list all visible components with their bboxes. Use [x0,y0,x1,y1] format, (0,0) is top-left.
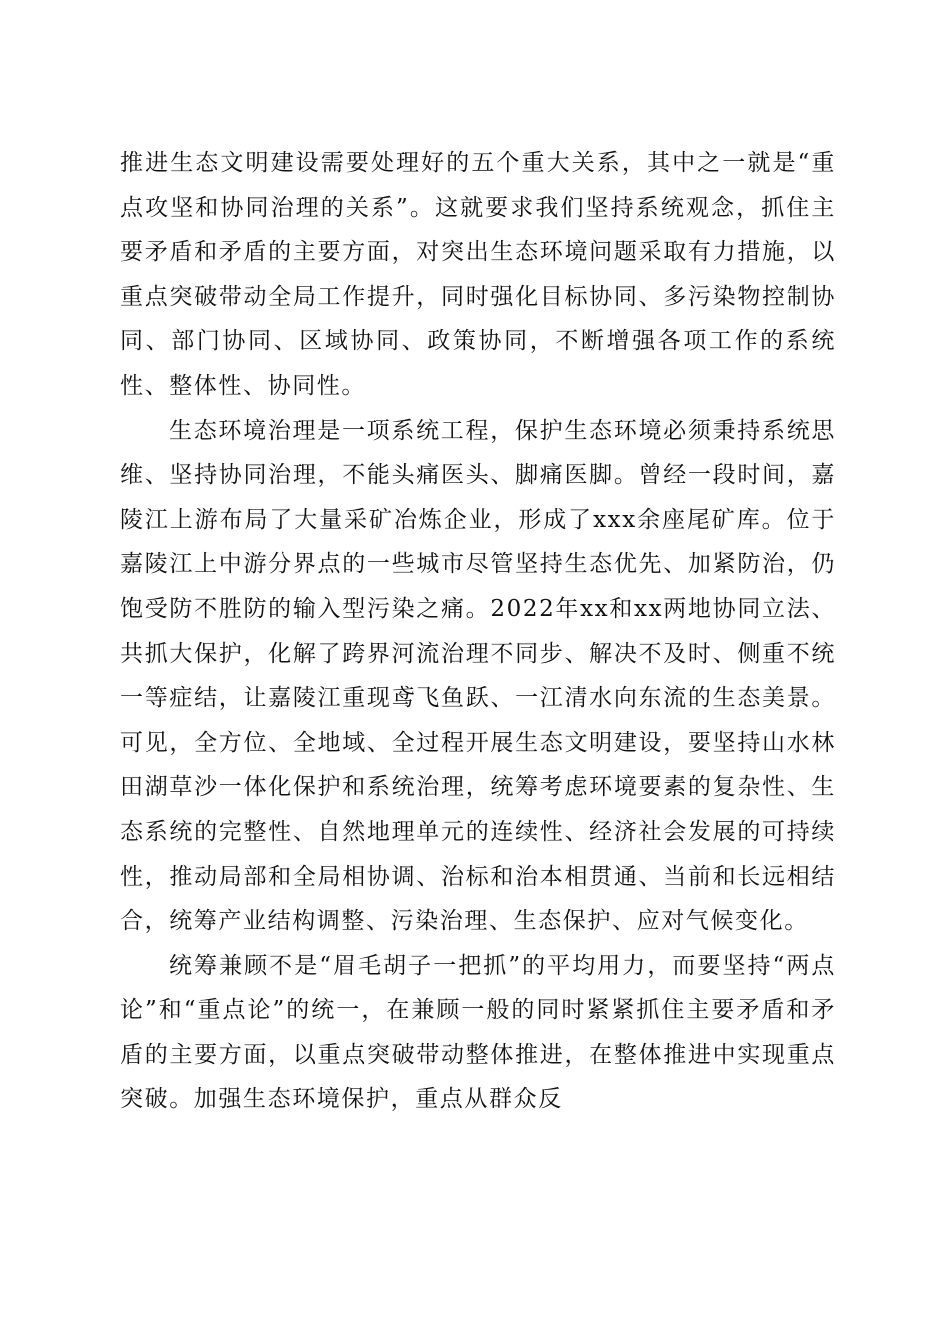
body-text [120,141,836,1122]
paragraph-2: 生态环境治理是一项系统工程，保护生态环境必须秉持系统思维、坚持协同治理，不能头痛医头、脚痛医脚。曾经一段时间，嘉陵江上游布局了大量采矿冶炼企业，形成了xxx余座尾矿库。位于嘉陵江上中游分界点的一些城市尽管坚持生态优先、加紧防治，仍饱受防不胜防的输入型污染之痛。2022年xx和xx两地协同立法、共抓大保护，化解了跨界河流治理不同步、解决不及时、侧重不统一等症结，让嘉陵江重现鸢飞鱼跃、一江清水向东流的生态美景。可见，全方位、全地域、全过程开展生态文明建设，要坚持山水林田湖草沙一体化保护和系统治理，统筹考虑环境要素的复杂性、生态系统的完整性、自然地理单元的连续性、经济社会发展的可持续性，推动局部和全局相协调、治标和治本相贯通、当前和长远相结合，统筹产业结构调整、污染治理、生态保护、应对气候变化。 [120,417,836,935]
paragraph-1: 推进生态文明建设需要处理好的五个重大关系，其中之一就是“重点攻坚和协同治理的关系”。这就要求我们坚持系统观念，抓住主要矛盾和矛盾的主要方面，对突出生态环境问题采取有力措施，以重点突破带动全局工作提升，同时强化目标协同、多污染物控制协同、部门协同、区域协同、政策协同，不断增强各项工作的系统性、整体性、协同性。 [120,150,836,399]
paragraph-3: 统筹兼顾不是“眉毛胡子一把抓”的平均用力，而要坚持“两点论”和“重点论”的统一，在兼顾一般的同时紧紧抓住主要矛盾和矛盾的主要方面，以重点突破带动整体推进，在整体推进中实现重点突破。加强生态环境保护，重点从群众反 [120,952,836,1113]
